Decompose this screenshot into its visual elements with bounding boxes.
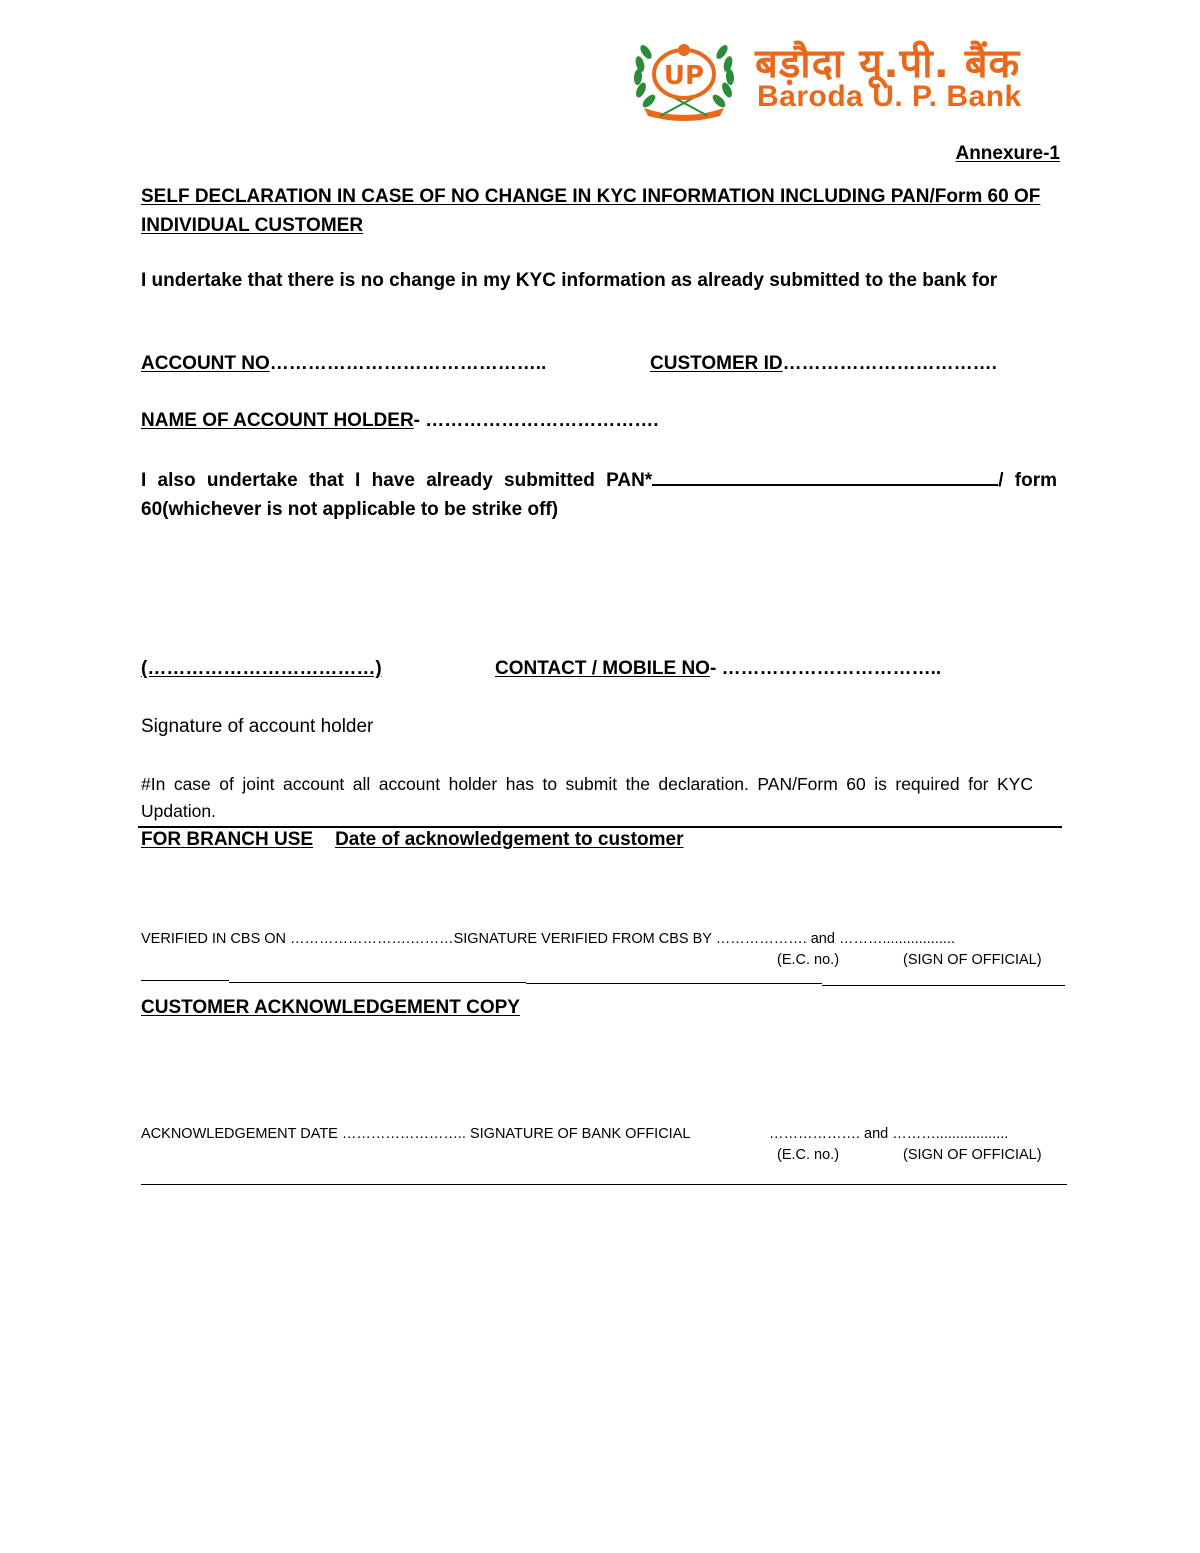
- account-holder-name-blank: ……………………………….: [425, 410, 659, 431]
- branch-use-heading: [141, 829, 683, 851]
- for-branch-use-label: FOR BRANCH USE: [141, 829, 314, 850]
- ec-no-caption: (E.C. no.): [777, 952, 840, 968]
- divider-line: [141, 1184, 1067, 1185]
- account-holder-name-label: NAME OF ACCOUNT HOLDER: [141, 410, 414, 431]
- divider-line: [141, 980, 229, 981]
- account-holder-name-field[interactable]: [141, 410, 659, 432]
- ack-date-text: ACKNOWLEDGEMENT DATE …………………….. SIGNATURE OF BANK OFFICIAL: [141, 1126, 691, 1142]
- pan-undertaking-rest: form 60(whichever is not applicable to be strike off): [141, 470, 1058, 520]
- contact-dash: -: [709, 658, 717, 679]
- account-no-blank: ……………………………………..: [269, 353, 547, 374]
- customer-ack-heading: CUSTOMER ACKNOWLEDGEMENT COPY: [141, 997, 520, 1018]
- divider-line: [138, 826, 1062, 828]
- customer-id-field[interactable]: [650, 353, 997, 375]
- signature-caption: Signature of account holder: [141, 716, 374, 737]
- sign-of-official-caption: (SIGN OF OFFICIAL): [903, 952, 1042, 968]
- joint-account-note: #In case of joint account all account holder has to submit the declaration. PAN/Form 60 is required for KYC Updation.: [141, 774, 1033, 821]
- divider-line: [822, 985, 1065, 986]
- customer-id-label: CUSTOMER ID: [650, 353, 783, 374]
- logo-text: UP: [663, 61, 705, 91]
- ec-no-caption: (E.C. no.): [777, 1147, 840, 1163]
- account-no-label: ACCOUNT NO: [141, 353, 270, 374]
- divider-line: [526, 983, 822, 984]
- annexure-label: Annexure-1: [955, 143, 1060, 164]
- cbs-verification-text: VERIFIED IN CBS ON …………………….………SIGNATURE VERIFIED FROM CBS BY ………………. and ………..................: [141, 931, 955, 947]
- account-no-field[interactable]: [141, 353, 546, 375]
- contact-mobile-field[interactable]: [495, 658, 941, 680]
- customer-id-blank: …………………………….: [782, 353, 997, 374]
- bank-name-english: Baroda U. P. Bank: [757, 80, 1022, 113]
- name-dash: -: [413, 410, 420, 431]
- contact-mobile-label: CONTACT / MOBILE NO: [495, 658, 710, 679]
- pan-undertaking-text: [141, 466, 1057, 524]
- ack-official-blanks: ………………. and ………..................: [769, 1126, 1009, 1142]
- ack-date-label: Date of acknowledgement to customer: [335, 829, 684, 850]
- divider-line: [229, 982, 526, 983]
- contact-mobile-blank: ……………………………..: [721, 658, 942, 679]
- pan-blank-line[interactable]: [652, 466, 998, 486]
- pan-undertaking-lead: I also undertake that I have already submitted PAN*: [141, 470, 653, 491]
- kyc-undertaking-text: I undertake that there is no change in my KYC information as already submitted to the bank for: [141, 270, 998, 291]
- signature-blank[interactable]: (………………………………): [141, 658, 382, 679]
- bank-logo-emblem: [630, 30, 738, 122]
- document-title: SELF DECLARATION IN CASE OF NO CHANGE IN KYC INFORMATION INCLUDING PAN/Form 60 OF INDIVIDUAL CUSTOMER: [141, 186, 1041, 236]
- pan-slash: /: [998, 470, 1004, 491]
- bank-name-hindi: बड़ौदा यू.पी. बैंक: [755, 41, 1021, 87]
- sign-of-official-caption: (SIGN OF OFFICIAL): [903, 1147, 1042, 1163]
